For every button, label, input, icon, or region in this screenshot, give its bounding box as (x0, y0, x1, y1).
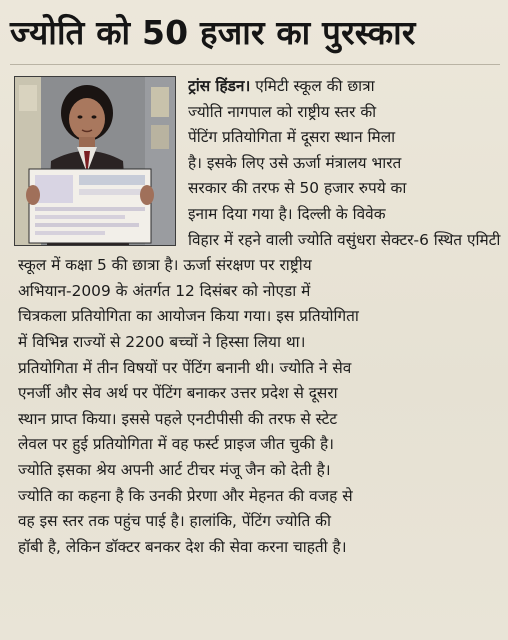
article-line: अभियान-2009 के अंतर्गत 12 दिसंबर को नोएडा में (18, 281, 311, 300)
article-line (188, 74, 502, 100)
article-line: प्रतियोगिता में तीन विषयों पर पेंटिंग बनानी थी। ज्योति ने सेव (18, 358, 352, 377)
article-line: पेंटिंग प्रतियोगिता में दूसरा स्थान मिला (188, 128, 396, 147)
article-body (18, 74, 502, 560)
article-line: ज्योति नागपाल को राष्ट्रीय स्तर की (188, 102, 377, 121)
article-line: इनाम दिया गया है। दिल्ली के विवेक (188, 204, 386, 223)
article-line: विहार में रहने वाली ज्योति वसुंधरा सेक्टर-6 स्थित एमिटी (188, 230, 501, 249)
headline: ज्योति को 50 हजार का पुरस्कार (10, 13, 416, 52)
article-line: स्कूल में कक्षा 5 की छात्रा है। ऊर्जा संरक्षण पर राष्ट्रीय (18, 256, 312, 275)
article-line: चित्रकला प्रतियोगिता का आयोजन किया गया। इस प्रतियोगिता (18, 307, 359, 326)
article-line: है। इसके लिए उसे ऊर्जा मंत्रालय भारत (188, 153, 402, 172)
article-line: एनर्जी और सेव अर्थ पर पेंटिंग बनाकर उत्तर प्रदेश से दूसरा (18, 384, 338, 403)
article-line: ज्योति इसका श्रेय अपनी आर्ट टीचर मंजू जैन को देती है। (18, 460, 331, 479)
article-line: में विभिन्न राज्यों से 2200 बच्चों ने हिस्सा लिया था। (18, 332, 306, 351)
article-line-text: एमिटी स्कूल की छात्रा (255, 77, 375, 95)
dateline: ट्रांस हिंडन। (188, 77, 251, 95)
article-line: वह इस स्तर तक पहुंच पाई है। हालांकि, पेंटिंग ज्योति की (18, 512, 331, 531)
article-line: स्थान प्राप्त किया। इससे पहले एनटीपीसी की तरफ से स्टेट (18, 409, 338, 428)
article-line: हॉबी है, लेकिन डॉक्टर बनकर देश की सेवा करना चाहती है। (18, 537, 347, 556)
article-line: सरकार की तरफ से 50 हजार रुपये का (188, 179, 407, 198)
article-line: लेवल पर हुई प्रतियोगिता में वह फर्स्ट प्राइज जीत चुकी है। (18, 435, 334, 454)
article-line: ज्योति का कहना है कि उनकी प्रेरणा और मेहनत की वजह से (18, 486, 353, 505)
photo-spacer (14, 74, 180, 250)
headline-divider (10, 64, 500, 65)
